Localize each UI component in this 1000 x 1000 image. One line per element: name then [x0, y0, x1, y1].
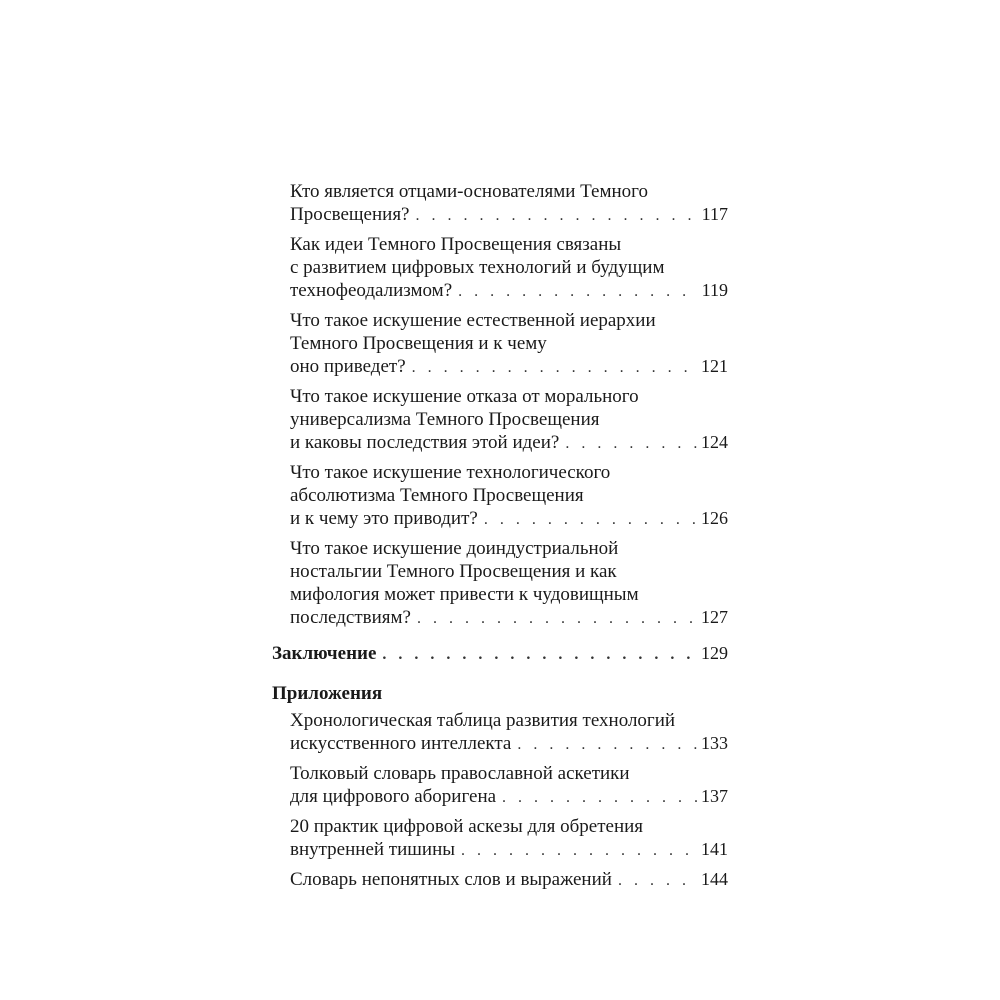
toc-entry-conclusion[interactable]: [272, 642, 728, 666]
dot-leader: [458, 280, 698, 303]
page-number: 124: [701, 432, 728, 452]
toc-entry[interactable]: [272, 385, 728, 455]
toc-entry-line: Словарь непонятных слов и выражений: [290, 869, 612, 890]
dot-leader: [412, 356, 697, 379]
toc-entry-line: искусственного интеллекта: [290, 733, 512, 754]
toc-entry-line: последствиям?: [290, 607, 411, 628]
toc-entry-line: универсализма Темного Просвещения: [290, 409, 600, 430]
toc-entry-line: Хронологическая таблица развития технологий: [290, 710, 676, 731]
table-of-contents: [272, 180, 728, 898]
toc-entry-line: технофеодализмом?: [290, 280, 453, 301]
toc-entry-line: оно приведет?: [290, 356, 406, 377]
toc-entry[interactable]: [272, 868, 728, 892]
toc-entry-line: для цифрового аборигена: [290, 786, 497, 807]
dot-leader: [565, 432, 697, 455]
toc-entry-line: и каковы последствия этой идеи?: [290, 432, 560, 453]
toc-entry-line: Просвещения?: [290, 204, 410, 225]
toc-entry-line: Толковый словарь православной аскетики: [290, 763, 630, 784]
dot-leader: [618, 869, 697, 892]
toc-entry[interactable]: [272, 309, 728, 379]
toc-entry[interactable]: [272, 180, 728, 227]
toc-entry-line: 20 практик цифровой аскезы для обретения: [290, 816, 644, 837]
toc-entry-line: Что такое искушение доиндустриальной: [290, 538, 619, 559]
toc-entry[interactable]: [272, 762, 728, 809]
page-number: 117: [701, 204, 728, 224]
toc-entry[interactable]: [272, 709, 728, 756]
toc-entry-line: Что такое искушение естественной иерархии: [290, 310, 656, 331]
toc-entry[interactable]: [272, 537, 728, 630]
page-number: 126: [701, 508, 728, 528]
page-number: 133: [701, 733, 728, 753]
page-number: 129: [701, 643, 728, 663]
toc-entry-line: Что такое искушение технологического: [290, 462, 611, 483]
toc-entry-line: Что такое искушение отказа от морального: [290, 386, 639, 407]
page-number: 144: [701, 869, 728, 889]
dot-leader: [416, 204, 698, 227]
dot-leader: [382, 643, 697, 666]
toc-entry-line: Кто является отцами-основателями Темного: [290, 181, 648, 202]
toc-entry-line: Как идеи Темного Просвещения связаны: [290, 234, 622, 255]
dot-leader: [484, 508, 697, 531]
toc-entry-line: с развитием цифровых технологий и будущим: [290, 257, 665, 278]
page-number: 137: [701, 786, 728, 806]
toc-entry-line: Темного Просвещения и к чему: [290, 333, 547, 354]
toc-entry-line: и к чему это приводит?: [290, 508, 478, 529]
toc-entry[interactable]: [272, 461, 728, 531]
dot-leader: [502, 786, 697, 809]
dot-leader: [461, 839, 697, 862]
conclusion-label: Заключение: [272, 643, 377, 664]
toc-entry[interactable]: [272, 815, 728, 862]
toc-entry[interactable]: [272, 233, 728, 303]
toc-entry-line: внутренней тишины: [290, 839, 455, 860]
toc-entry-line: мифология может привести к чудовищным: [290, 584, 639, 605]
toc-entry-line: абсолютизма Темного Просвещения: [290, 485, 584, 506]
dot-leader: [417, 607, 697, 630]
page-number: 119: [701, 280, 728, 300]
page-number: 141: [701, 839, 728, 859]
appendices-heading: Приложения: [272, 683, 383, 704]
dot-leader: [517, 733, 697, 756]
toc-entry-line: ностальгии Темного Просвещения и как: [290, 561, 617, 582]
page-number: 127: [701, 607, 728, 627]
page-number: 121: [701, 356, 728, 376]
